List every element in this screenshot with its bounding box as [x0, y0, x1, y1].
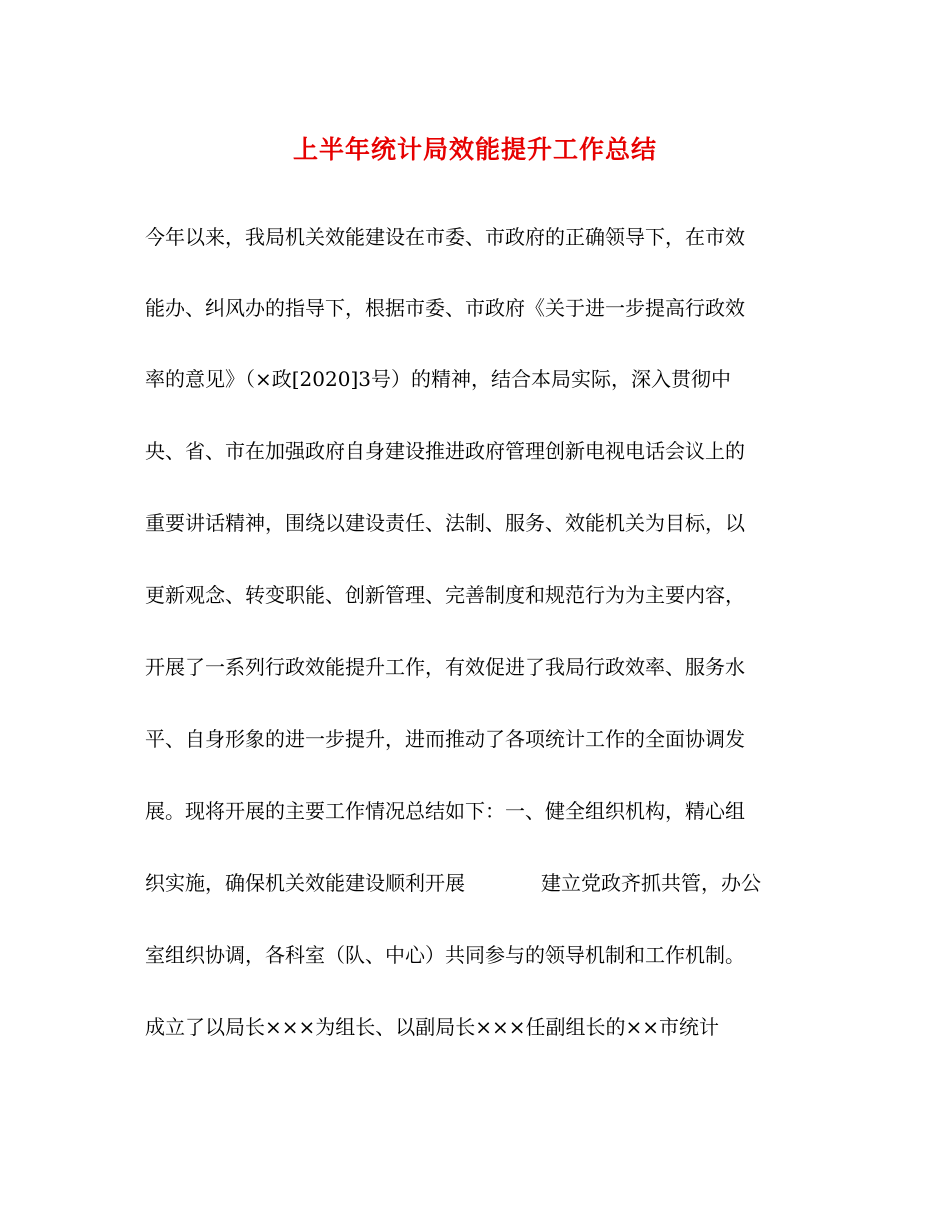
- paragraph-line: 重要讲话精神，围绕以建设责任、法制、服务、效能机关为目标，以: [145, 511, 745, 535]
- paragraph-line: 成立了以局长×××为组长、以副局长×××任副组长的××市统计: [145, 1015, 720, 1039]
- paragraph-line-part: 建立党政齐抓共管，办公: [541, 871, 761, 895]
- paragraph-line: 更新观念、转变职能、创新管理、完善制度和规范行为为主要内容，: [145, 583, 745, 607]
- paragraph-line: 央、省、市在加强政府自身建设推进政府管理创新电视电话会议上的: [145, 439, 745, 463]
- paragraph-line-part: 织实施，确保机关效能建设顺利开展: [145, 871, 465, 895]
- paragraph-line: 能办、纠风办的指导下，根据市委、市政府《关于进一步提高行政效: [145, 296, 745, 320]
- paragraph-line: 开展了一系列行政效能提升工作，有效促进了我局行政效率、服务水: [145, 655, 745, 679]
- document-title: 上半年统计局效能提升工作总结: [292, 135, 657, 164]
- paragraph-line: 平、自身形象的进一步提升，进而推动了各项统计工作的全面协调发: [145, 727, 745, 751]
- paragraph-line: 今年以来，我局机关效能建设在市委、市政府的正确领导下，在市效: [145, 225, 745, 249]
- paragraph-line: 展。现将开展的主要工作情况总结如下：一、健全组织机构，精心组: [145, 799, 745, 823]
- paragraph-line-split: [145, 868, 761, 898]
- paragraph-line: 率的意见》（×政[2020]3号）的精神，结合本局实际，深入贯彻中: [145, 367, 731, 391]
- paragraph-line: 室组织协调，各科室（队、中心）共同参与的领导机制和工作机制。: [145, 943, 745, 967]
